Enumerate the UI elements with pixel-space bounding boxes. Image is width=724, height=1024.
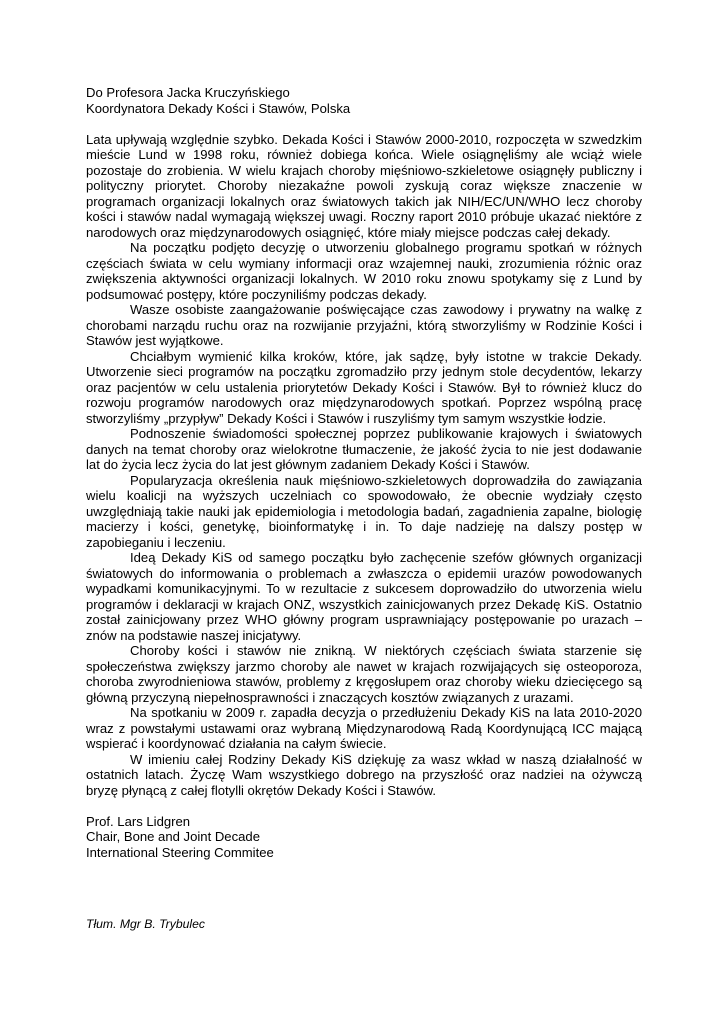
signatory-committee: International Steering Commitee <box>86 844 274 860</box>
signature-block <box>86 814 642 861</box>
recipient-name: Do Profesora Jacka Kruczyńskiego <box>86 85 290 100</box>
paragraph-intro: Lata upływają względnie szybko. Dekada Kości i Stawów 2000-2010, rozpoczęta w szwedzkim mieście Lund w 1998 roku, również dobiega końca. Wiele osiągnęliśmy ale wciąż wiele pozostaje do zrobienia. W wielu krajach choroby mięśniowo-szkieletowe osiągnęły publiczny i polityczny priorytet. Choroby niezakaźne powoli zyskują coraz większe znaczenie w programach organizacji lokalnych oraz światowych takich jak NIH/EC/UN/WHO lecz choroby kości i stawów nadal wymagają większej uwagi. Roczny raport 2010 próbuje ukazać niektóre z narodowych oraz międzynarodowych osiągnięć, które miały miejsce podczas całej dekady. <box>86 131 642 240</box>
translator-note: Tłum. Mgr B. Trybulec <box>86 917 205 931</box>
letter-body <box>86 85 642 860</box>
paragraph-trauma: Ideą Dekady KiS od samego początku było zachęcenie szefów głównych organizacji światowych do informowania o problemach a zwłaszcza o epidemii urazów powodowanych wypadkami komunikacyjnymi. To w rezultacie z sukcesem doprowadziło do utworzenia wielu programów i deklaracji w krajach ONZ, wszystkich zainicjowanych przez Dekadę KiS. Ostatnio został zainicjowany przez WHO główny program usprawniający postępowanie po urazach – znów na podstawie naszej inicjatywy. <box>86 550 642 643</box>
paragraph-awareness: Podnoszenie świadomości społecznej poprzez publikowanie krajowych i światowych danych na temat choroby oraz wielokrotne tłumaczenie, że jakość życia to nie jest dodawanie lat do życia lecz życia do lat jest głównym zadaniem Dekady Kości i Stawów. <box>86 426 642 472</box>
paragraph-science: Popularyzacja określenia nauk mięśniowo-szkieletowych doprowadziła do zawiązania wielu koalicji na wyższych uczelniach co spowodowało, że obecnie wydziały często uwzględniają takie nauki jak epidemiologia i metodologia badań, zagadnienia zapalne, biologię macierzy i kości, genetykę, bioinformatykę i in. To daje nadzieję na dalszy postęp w zapobieganiu i leczeniu. <box>86 472 642 550</box>
recipient-title: Koordynatora Dekady Kości i Stawów, Polska <box>86 100 351 116</box>
signatory-title: Chair, Bone and Joint Decade <box>86 829 260 844</box>
paragraph-diseases: Choroby kości i stawów nie znikną. W niektórych częściach świata starzenie się społeczeństwa zwiększy jarzmo choroby ale nawet w krajach rozwijających się osteoporoza, choroba zwyrodnieniowa stawów, problemy z kręgosłupem oraz choroby wieku dziecięcego są główną przyczyną niepełnosprawności i znaczących kosztów związanych z urazami. <box>86 643 642 705</box>
paragraph-engagement: Wasze osobiste zaangażowanie poświęcające czas zawodowy i prywatny na walkę z chorobami narządu ruchu oraz na rozwijanie przyjaźni, którą stworzyliśmy w Rodzinie Kości i Stawów jest wyjątkowe. <box>86 302 642 348</box>
paragraph-extension: Na spotkaniu w 2009 r. zapadła decyzja o przedłużeniu Dekady KiS na lata 2010-2020 wraz z powstałymi ustawami oraz wybraną Międzynarodową Radą Koordynującą ICC mającą wspierać i koordynować działania na całym świecie. <box>86 705 642 751</box>
signatory-name: Prof. Lars Lidgren <box>86 813 191 829</box>
recipient-address <box>86 85 642 116</box>
paragraph-meetings: Na początku podjęto decyzję o utworzeniu globalnego programu spotkań w różnych częściach świata w celu wymiany informacji oraz wzajemnej nauki, zrozumienia różnic oraz zwiększenia aktywności organizacji lokalnych. W 2010 roku znowu spotykamy się z Lund by podsumować postępy, które poczyniliśmy podczas dekady. <box>86 240 642 302</box>
paragraph-thanks: W imieniu całej Rodziny Dekady KiS dziękuję za wasz wkład w naszą działalność w ostatnich latach. Życzę Wam wszystkiego dobrego na przyszłość oraz nadziei na ożywczą bryzę płynącą z całej flotylli okrętów Dekady Kości i Stawów. <box>86 751 642 798</box>
paragraph-steps: Chciałbym wymienić kilka kroków, które, jak sądzę, były istotne w trakcie Dekady. Utworzenie sieci programów na początku zgromadziło przy jednym stole decydentów, lekarzy oraz pacjentów w celu ustalenia priorytetów Dekady Kości i Stawów. Był to również klucz do rozwoju programów narodowych oraz międzynarodowych spotkań. Poprzez wspólną pracę stworzyliśmy „przypływ” Dekady Kości i Stawów i ruszyliśmy tym samym wszystkie łodzie. <box>86 348 642 426</box>
